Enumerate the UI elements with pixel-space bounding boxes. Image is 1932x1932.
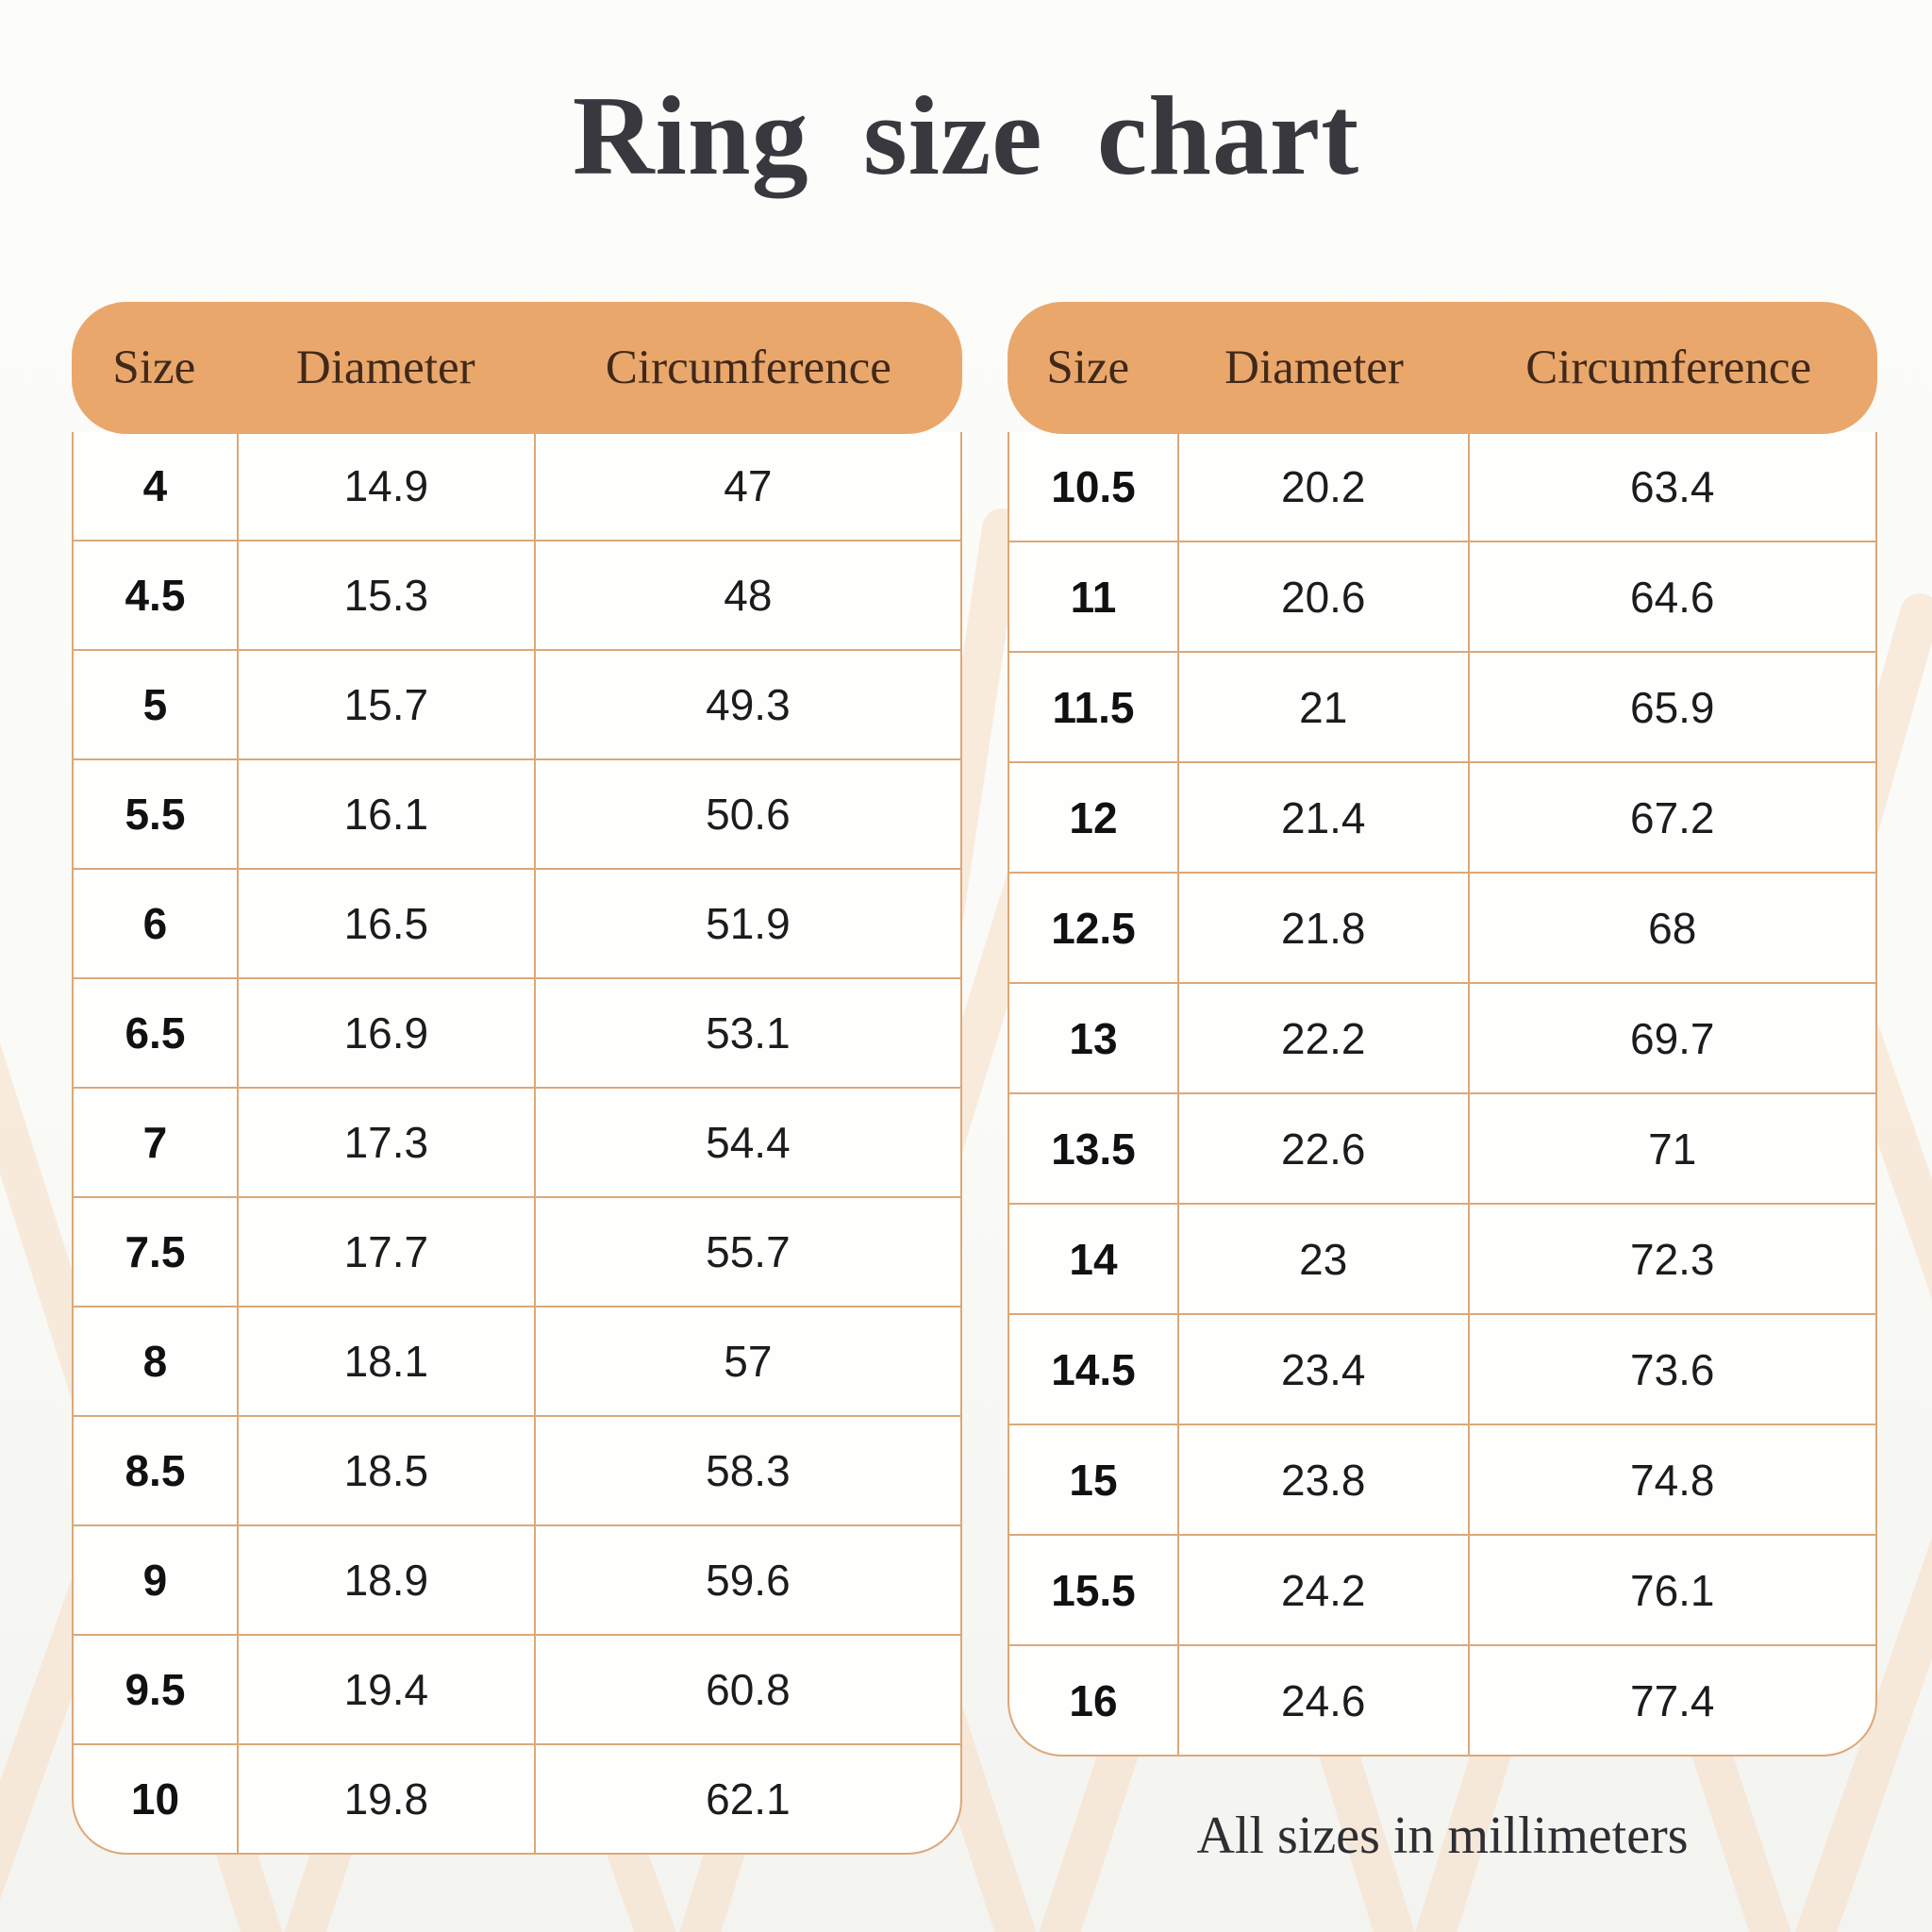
diameter-cell: 21.8 bbox=[1178, 873, 1469, 983]
circumference-cell: 57 bbox=[535, 1307, 960, 1416]
column-header-diameter: Diameter bbox=[295, 341, 475, 394]
size-cell: 4 bbox=[74, 432, 238, 541]
circumference-cell: 63.4 bbox=[1469, 432, 1875, 541]
size-cell: 8 bbox=[74, 1307, 238, 1416]
size-cell: 12.5 bbox=[1009, 873, 1178, 983]
table-row bbox=[1009, 1424, 1875, 1535]
size-cell: 9 bbox=[74, 1525, 238, 1635]
table-row bbox=[74, 759, 960, 869]
size-cell: 14.5 bbox=[1009, 1314, 1178, 1424]
table-row bbox=[1009, 873, 1875, 983]
size-cell: 7 bbox=[74, 1088, 238, 1197]
diameter-cell: 24.6 bbox=[1178, 1645, 1469, 1755]
table-row bbox=[74, 1307, 960, 1416]
table-row bbox=[74, 978, 960, 1088]
circumference-cell: 77.4 bbox=[1629, 1675, 1715, 1725]
size-cell: 7.5 bbox=[74, 1197, 238, 1307]
size-cell: 10.5 bbox=[1009, 432, 1178, 541]
diameter-cell: 14.9 bbox=[238, 432, 535, 541]
size-cell: 12 bbox=[1009, 762, 1178, 873]
column-header-size: Size bbox=[1046, 341, 1130, 394]
size-cell: 15 bbox=[1009, 1424, 1178, 1535]
circumference-cell: 59.6 bbox=[535, 1525, 960, 1635]
diameter-cell: 18.9 bbox=[238, 1525, 535, 1635]
table-body-right bbox=[1008, 432, 1877, 1757]
size-cell: 15.5 bbox=[1009, 1535, 1178, 1645]
table-body-left bbox=[72, 432, 962, 1855]
diameter-cell: 16.5 bbox=[238, 869, 535, 978]
diameter-cell: 23.4 bbox=[1178, 1314, 1469, 1424]
circumference-cell: 64.6 bbox=[1469, 541, 1875, 652]
circumference-cell: 68 bbox=[1469, 873, 1875, 983]
units-note: All sizes in millimeters bbox=[1196, 1807, 1689, 1865]
circumference-cell: 72.3 bbox=[1469, 1204, 1875, 1314]
page-title: Ring size chart bbox=[572, 73, 1360, 198]
table-row bbox=[74, 1088, 960, 1197]
diameter-cell: 21.4 bbox=[1178, 762, 1469, 873]
table-row bbox=[74, 541, 960, 650]
diameter-cell: 16.9 bbox=[238, 978, 535, 1088]
table-row bbox=[1009, 1093, 1875, 1204]
size-cell: 5.5 bbox=[74, 759, 238, 869]
diameter-cell: 21 bbox=[1178, 652, 1469, 762]
table-row bbox=[1009, 652, 1875, 762]
circumference-cell: 51.9 bbox=[535, 869, 960, 978]
size-cell: 11 bbox=[1009, 541, 1178, 652]
table-row bbox=[74, 650, 960, 759]
table-row bbox=[74, 1635, 960, 1744]
size-cell: 11.5 bbox=[1009, 652, 1178, 762]
diameter-cell: 18.5 bbox=[238, 1416, 535, 1525]
diameter-cell: 22.2 bbox=[1178, 983, 1469, 1093]
table-row bbox=[1009, 1645, 1875, 1755]
diameter-cell: 15.7 bbox=[238, 650, 535, 759]
circumference-cell: 54.4 bbox=[535, 1088, 960, 1197]
circumference-cell: 48 bbox=[535, 541, 960, 650]
diameter-cell: 18.1 bbox=[238, 1307, 535, 1416]
circumference-cell: 62.1 bbox=[706, 1774, 791, 1824]
diameter-cell: 15.3 bbox=[238, 541, 535, 650]
table-header-left bbox=[72, 302, 962, 434]
size-cell: 9.5 bbox=[74, 1635, 238, 1744]
circumference-cell: 65.9 bbox=[1469, 652, 1875, 762]
table-row bbox=[1009, 983, 1875, 1093]
size-cell: 13 bbox=[1009, 983, 1178, 1093]
diameter-cell: 20.6 bbox=[1178, 541, 1469, 652]
ring-size-table-left bbox=[72, 302, 962, 1855]
circumference-cell: 73.6 bbox=[1469, 1314, 1875, 1424]
table-row bbox=[74, 432, 960, 541]
circumference-cell: 69.7 bbox=[1469, 983, 1875, 1093]
circumference-cell: 74.8 bbox=[1469, 1424, 1875, 1535]
size-cell: 6.5 bbox=[74, 978, 238, 1088]
table-row bbox=[1009, 1314, 1875, 1424]
table-row bbox=[1009, 541, 1875, 652]
table-row bbox=[74, 1197, 960, 1307]
circumference-cell: 58.3 bbox=[535, 1416, 960, 1525]
column-header-diameter: Diameter bbox=[1224, 341, 1404, 394]
diameter-cell: 19.8 bbox=[238, 1744, 535, 1853]
table-header-right bbox=[1008, 302, 1877, 434]
size-cell: 13.5 bbox=[1009, 1093, 1178, 1204]
table-row bbox=[1009, 1535, 1875, 1645]
diameter-cell: 19.4 bbox=[238, 1635, 535, 1744]
ring-size-table-right bbox=[1008, 302, 1877, 1866]
circumference-cell: 47 bbox=[535, 432, 960, 541]
circumference-cell: 49.3 bbox=[535, 650, 960, 759]
diameter-cell: 17.7 bbox=[238, 1197, 535, 1307]
table-row bbox=[74, 1525, 960, 1635]
size-cell: 14 bbox=[1009, 1204, 1178, 1314]
diameter-cell: 23 bbox=[1178, 1204, 1469, 1314]
diameter-cell: 23.8 bbox=[1178, 1424, 1469, 1535]
circumference-cell: 50.6 bbox=[535, 759, 960, 869]
table-row bbox=[1009, 1204, 1875, 1314]
table-row bbox=[1009, 432, 1875, 541]
size-cell: 8.5 bbox=[74, 1416, 238, 1525]
circumference-cell: 55.7 bbox=[535, 1197, 960, 1307]
size-cell: 16 bbox=[1009, 1645, 1178, 1755]
diameter-cell: 20.2 bbox=[1178, 432, 1469, 541]
size-cell: 5 bbox=[74, 650, 238, 759]
size-cell: 4.5 bbox=[74, 541, 238, 650]
column-header-circumference: Circumference bbox=[605, 341, 891, 394]
circumference-cell: 67.2 bbox=[1469, 762, 1875, 873]
size-cell: 10 bbox=[74, 1744, 238, 1853]
circumference-cell: 60.8 bbox=[535, 1635, 960, 1744]
table-row bbox=[74, 869, 960, 978]
circumference-cell: 53.1 bbox=[535, 978, 960, 1088]
diameter-cell: 17.3 bbox=[238, 1088, 535, 1197]
diameter-cell: 16.1 bbox=[238, 759, 535, 869]
size-cell: 6 bbox=[74, 869, 238, 978]
circumference-cell: 71 bbox=[1469, 1093, 1875, 1204]
column-header-size: Size bbox=[112, 341, 196, 394]
circumference-cell: 76.1 bbox=[1469, 1535, 1875, 1645]
table-row bbox=[74, 1744, 960, 1853]
column-header-circumference: Circumference bbox=[1525, 341, 1812, 394]
table-row bbox=[74, 1416, 960, 1525]
diameter-cell: 24.2 bbox=[1178, 1535, 1469, 1645]
table-row bbox=[1009, 762, 1875, 873]
diameter-cell: 22.6 bbox=[1178, 1093, 1469, 1204]
